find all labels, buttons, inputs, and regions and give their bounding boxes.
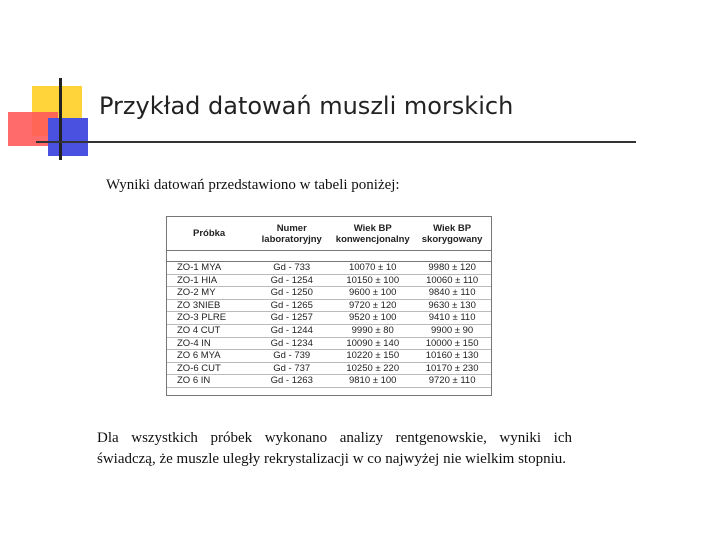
cell-lab-number: Gd - 1263 xyxy=(251,375,332,388)
cell-lab-number: Gd - 733 xyxy=(251,262,332,275)
header-sample: Próbka xyxy=(167,217,251,251)
table-row xyxy=(167,350,491,363)
cell-corrected-age: 10160 ± 130 xyxy=(413,350,491,363)
cell-lab-number: Gd - 737 xyxy=(251,362,332,375)
cell-sample: ZO 4 CUT xyxy=(167,324,251,337)
table-row xyxy=(167,287,491,300)
table-header-row xyxy=(167,217,491,251)
cell-corrected-age: 9980 ± 120 xyxy=(413,262,491,275)
cell-conventional-age: 10090 ± 140 xyxy=(332,337,413,350)
cell-conventional-age: 10150 ± 100 xyxy=(332,274,413,287)
cell-corrected-age: 9410 ± 110 xyxy=(413,312,491,325)
cell-sample: ZO-1 MYA xyxy=(167,262,251,275)
dating-table xyxy=(166,216,492,396)
cell-conventional-age: 9520 ± 100 xyxy=(332,312,413,325)
cell-conventional-age: 9810 ± 100 xyxy=(332,375,413,388)
cell-conventional-age: 10220 ± 150 xyxy=(332,350,413,363)
table-row xyxy=(167,337,491,350)
cell-sample: ZO-2 MY xyxy=(167,287,251,300)
cell-sample: ZO 3NIEB xyxy=(167,299,251,312)
cell-conventional-age: 10250 ± 220 xyxy=(332,362,413,375)
cell-conventional-age: 9720 ± 120 xyxy=(332,299,413,312)
cell-corrected-age: 9840 ± 110 xyxy=(413,287,491,300)
cell-sample: ZO-6 CUT xyxy=(167,362,251,375)
cell-corrected-age: 9630 ± 130 xyxy=(413,299,491,312)
table-row xyxy=(167,324,491,337)
cell-conventional-age: 9990 ± 80 xyxy=(332,324,413,337)
cell-corrected-age: 9720 ± 110 xyxy=(413,375,491,388)
cell-lab-number: Gd - 1244 xyxy=(251,324,332,337)
cell-lab-number: Gd - 1254 xyxy=(251,274,332,287)
table-row xyxy=(167,375,491,388)
cell-lab-number: Gd - 1234 xyxy=(251,337,332,350)
conclusion-paragraph: Dla wszystkich próbek wykonano analizy rentgenowskie, wyniki ich świadczą, że muszle uległy rekrystalizacji w co najwyżej nie wielkim stopniu. xyxy=(97,430,572,467)
cell-sample: ZO-1 HIA xyxy=(167,274,251,287)
cell-lab-number: Gd - 739 xyxy=(251,350,332,363)
title-underline xyxy=(36,141,636,143)
cell-sample: ZO-4 IN xyxy=(167,337,251,350)
cell-conventional-age: 10070 ± 10 xyxy=(332,262,413,275)
table-row xyxy=(167,299,491,312)
decor-blue-square xyxy=(48,118,88,156)
header-conventional-age: Wiek BP konwencjonalny xyxy=(332,217,413,251)
cell-sample: ZO-3 PLRE xyxy=(167,312,251,325)
cell-lab-number: Gd - 1257 xyxy=(251,312,332,325)
slide-subtitle: Wyniki datowań przedstawiono w tabeli poniżej: xyxy=(106,177,400,193)
table-row xyxy=(167,274,491,287)
cell-sample: ZO 6 IN xyxy=(167,375,251,388)
header-lab-number: Numer laboratoryjny xyxy=(251,217,332,251)
table-spacer-row xyxy=(167,251,491,262)
decor-vertical-line xyxy=(59,78,62,160)
table-row xyxy=(167,312,491,325)
cell-lab-number: Gd - 1265 xyxy=(251,299,332,312)
cell-corrected-age: 10170 ± 230 xyxy=(413,362,491,375)
cell-corrected-age: 10060 ± 110 xyxy=(413,274,491,287)
table-row xyxy=(167,262,491,275)
cell-sample: ZO 6 MYA xyxy=(167,350,251,363)
slide-title: Przykład datowań muszli morskich xyxy=(99,92,514,120)
cell-conventional-age: 9600 ± 100 xyxy=(332,287,413,300)
cell-lab-number: Gd - 1250 xyxy=(251,287,332,300)
table-row xyxy=(167,362,491,375)
cell-corrected-age: 10000 ± 150 xyxy=(413,337,491,350)
header-corrected-age: Wiek BP skorygowany xyxy=(413,217,491,251)
cell-corrected-age: 9900 ± 90 xyxy=(413,324,491,337)
